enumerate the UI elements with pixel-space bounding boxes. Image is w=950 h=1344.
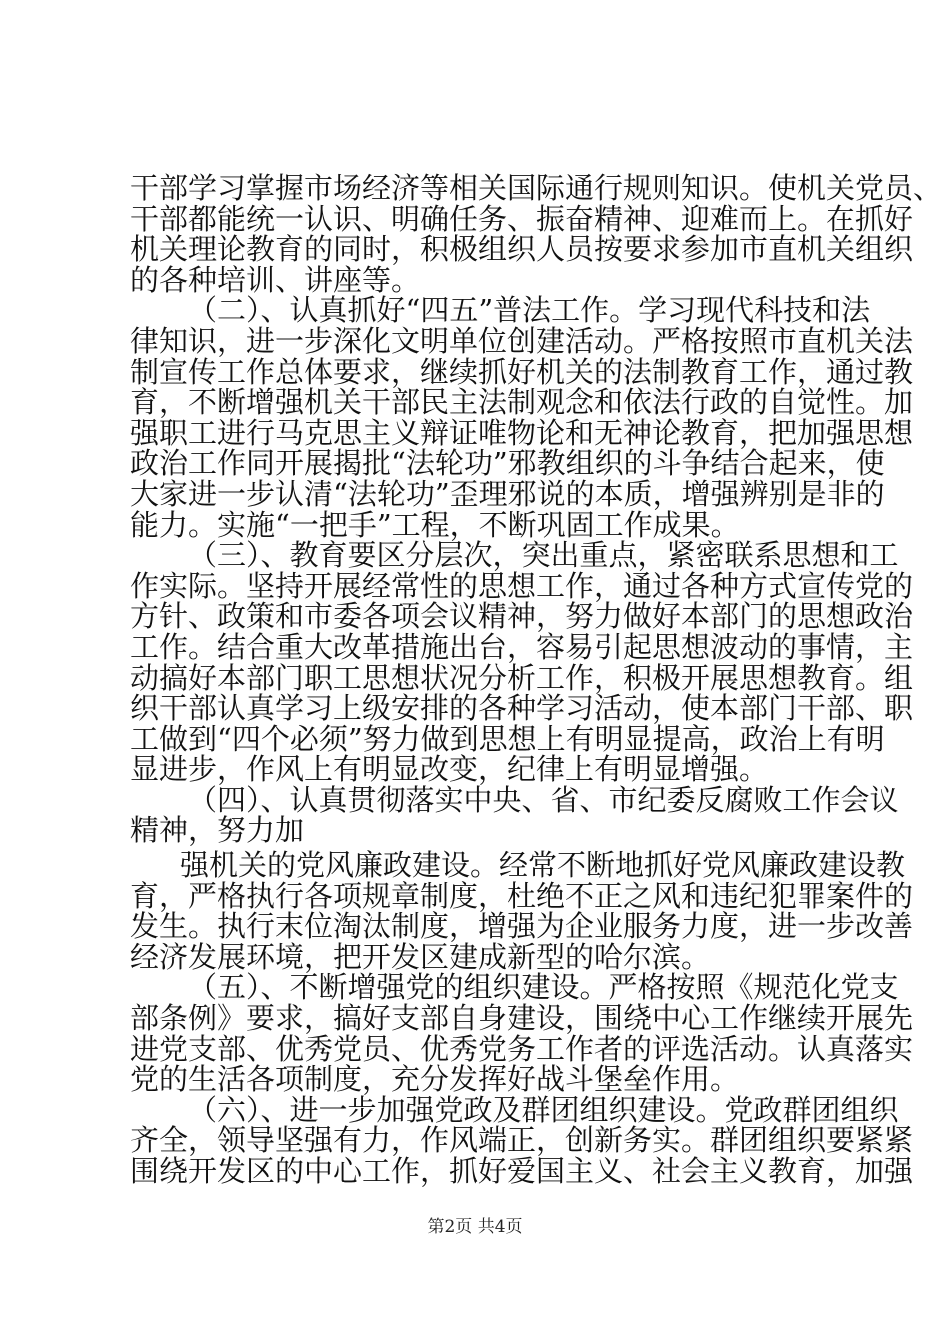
text-line: 育，严格执行各项规章制度，杜绝不正之风和违纪犯罪案件的	[130, 879, 914, 913]
text-line: 精神，努力加	[130, 813, 305, 847]
paragraph-heading-2: （二）、认真抓好“四五”普法工作。学习现代科技和法	[188, 293, 871, 327]
paragraph-heading-4: （四）、认真贯彻落实中央、省、市纪委反腐败工作会议	[188, 783, 899, 817]
text-line: 干部学习掌握市场经济等相关国际通行规则知识。使机关党员、	[130, 171, 943, 205]
text-line: 进党支部、优秀党员、优秀党务工作者的评选活动。认真落实	[130, 1032, 914, 1066]
paragraph-heading-5: （五）、不断增强党的组织建设。严格按照《规范化党支	[188, 970, 899, 1004]
text-line: 的各种培训、讲座等。	[130, 263, 421, 297]
text-line: 作实际。坚持开展经常性的思想工作，通过各种方式宣传党的	[130, 569, 914, 603]
text-line: 律知识，进一步深化文明单位创建活动。严格按照市直机关法	[130, 324, 914, 358]
text-line: 工做到“四个必须”努力做到思想上有明显提高，政治上有明	[130, 722, 885, 756]
text-line: 织干部认真学习上级安排的各种学习活动，使本部门干部、职	[130, 691, 914, 725]
text-line: 党的生活各项制度，充分发挥好战斗堡垒作用。	[130, 1062, 740, 1096]
text-line: 强职工进行马克思主义辩证唯物论和无神论教育，把加强思想	[130, 416, 914, 450]
text-line: 能力。实施“一把手”工程，不断巩固工作成果。	[130, 508, 740, 542]
text-line: 发生。执行末位淘汰制度，增强为企业服务力度，进一步改善	[130, 909, 914, 943]
text-line: 政治工作同开展揭批“法轮功”邪教组织的斗争结合起来，使	[130, 446, 885, 480]
paragraph-heading-6: （六）、进一步加强党政及群团组织建设。党政群团组织	[188, 1093, 899, 1127]
text-line: 育，不断增强机关干部民主法制观念和依法行政的自觉性。加	[130, 385, 914, 419]
text-line: 大家进一步认清“法轮功”歪理邪说的本质，增强辨别是非的	[130, 477, 885, 511]
text-line: 围绕开发区的中心工作，抓好爱国主义、社会主义教育，加强	[130, 1154, 914, 1188]
text-line: 齐全，领导坚强有力，作风端正，创新务实。群团组织要紧紧	[130, 1123, 914, 1157]
text-line: 动搞好本部门职工思想状况分析工作，积极开展思想教育。组	[130, 661, 914, 695]
text-line: 强机关的党风廉政建设。经常不断地抓好党风廉政建设教	[180, 848, 906, 882]
text-line: 制宣传工作总体要求，继续抓好机关的法制教育工作，通过教	[130, 355, 914, 389]
text-line: 干部都能统一认识、明确任务、振奋精神、迎难而上。在抓好	[130, 202, 914, 236]
text-line: 工作。结合重大改革措施出台，容易引起思想波动的事情，主	[130, 630, 914, 664]
paragraph-heading-3: （三）、教育要区分层次，突出重点，紧密联系思想和工	[188, 538, 899, 572]
text-line: 机关理论教育的同时，积极组织人员按要求参加市直机关组织	[130, 232, 914, 266]
text-line: 方针、政策和市委各项会议精神，努力做好本部门的思想政治	[130, 599, 914, 633]
text-line: 部条例》要求，搞好支部自身建设，围绕中心工作继续开展先	[130, 1001, 914, 1035]
text-line: 显进步，作风上有明显改变，纪律上有明显增强。	[130, 752, 769, 786]
page-footer: 第2页 共4页	[427, 1217, 523, 1237]
text-line: 经济发展环境，把开发区建成新型的哈尔滨。	[130, 940, 711, 974]
